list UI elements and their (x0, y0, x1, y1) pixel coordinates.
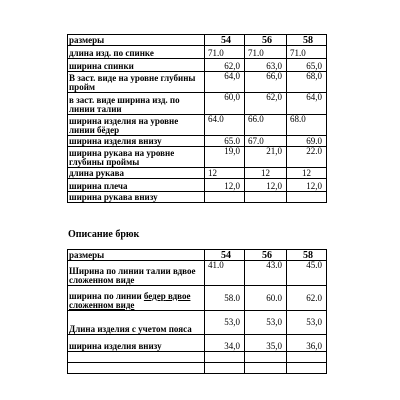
cell-value: 64,0 (287, 93, 327, 115)
cell-value: 62,0 (245, 93, 287, 115)
table-row (68, 59, 327, 72)
cell-value: 69.0 (287, 136, 327, 147)
label-part: ширина по линии (69, 291, 144, 301)
row-label: Ширина по линии талии вдвое сложенном виде (68, 261, 205, 286)
cell-value: 71.0 (287, 46, 327, 59)
table-row (68, 46, 327, 59)
top-size-table (67, 34, 327, 203)
label-part: вдвое сложенном виде (69, 291, 191, 310)
empty-cell (68, 363, 205, 374)
table-row (68, 179, 327, 192)
table-header-row (68, 250, 327, 261)
cell-value (245, 192, 287, 203)
empty-cell (68, 352, 205, 363)
row-label: ширина изделия на уровне линии бёдер (68, 115, 205, 136)
cell-value: 43.0 (245, 261, 287, 286)
table-row (68, 72, 327, 93)
cell-value: 60,0 (205, 93, 245, 115)
empty-cell (287, 352, 327, 363)
cell-value: 71.0 (205, 46, 245, 59)
cell-value: 22.0 (287, 147, 327, 168)
cell-value: 65.0 (205, 136, 245, 147)
cell-value: 68.0 (287, 115, 327, 136)
cell-value: 12 (287, 168, 327, 179)
empty-cell (287, 363, 327, 374)
table-row (68, 286, 327, 311)
row-label (68, 286, 205, 311)
empty-cell (245, 363, 287, 374)
size-54-header: 54 (205, 35, 245, 46)
cell-value: 36,0 (287, 335, 327, 352)
empty-cell (245, 352, 287, 363)
cell-value: 65,0 (287, 59, 327, 72)
row-label: ширина изделия внизу (68, 136, 205, 147)
empty-cell (205, 352, 245, 363)
table-row (68, 192, 327, 203)
cell-value: 68,0 (287, 72, 327, 93)
row-label: длина изд. по спинке (68, 46, 205, 59)
cell-value: 64.0 (205, 115, 245, 136)
table-header-row (68, 35, 327, 46)
cell-value: 35,0 (245, 335, 287, 352)
trousers-section-title: Описание брюк (68, 229, 140, 240)
table-row (68, 147, 327, 168)
row-label: в заст. виде ширина изд. по линии талии (68, 93, 205, 115)
cell-value: 66.0 (245, 115, 287, 136)
cell-value: 62,0 (205, 59, 245, 72)
cell-value (287, 192, 327, 203)
table-row (68, 136, 327, 147)
cell-value: 60.0 (245, 286, 287, 311)
cell-value: 45.0 (287, 261, 327, 286)
row-label: ширина рукава на уровне глубины проймы (68, 147, 205, 168)
row-label: ширина рукава внизу (68, 192, 205, 203)
trousers-size-table (67, 249, 327, 374)
cell-value: 12,0 (287, 179, 327, 192)
cell-value: 34,0 (205, 335, 245, 352)
size-56-header: 56 (245, 35, 287, 46)
cell-value: 19,0 (205, 147, 245, 168)
cell-value: 12,0 (245, 179, 287, 192)
row-label: В заст. виде на уровне глубины пройм (68, 72, 205, 93)
size-56-header: 56 (245, 250, 287, 261)
size-58-header: 58 (287, 35, 327, 46)
empty-cell (205, 363, 245, 374)
cell-value: 66,0 (245, 72, 287, 93)
header-label: размеры (68, 35, 205, 46)
table-row (68, 311, 327, 335)
table-row (68, 363, 327, 374)
table-row (68, 352, 327, 363)
cell-value: 12 (245, 168, 287, 179)
cell-value: 41.0 (205, 261, 245, 286)
row-label: длина рукава (68, 168, 205, 179)
header-label: размеры (68, 250, 205, 261)
cell-value: 63,0 (245, 59, 287, 72)
table-row (68, 93, 327, 115)
cell-value: 53,0 (287, 311, 327, 335)
cell-value: 53,0 (245, 311, 287, 335)
table-row (68, 261, 327, 286)
row-label: ширина изделия внизу (68, 335, 205, 352)
row-label: ширина плеча (68, 179, 205, 192)
label-part-underlined: бедер (143, 291, 166, 301)
cell-value (205, 192, 245, 203)
cell-value: 62.0 (287, 286, 327, 311)
cell-value: 12 (205, 168, 245, 179)
cell-value: 71.0 (245, 46, 287, 59)
size-54-header: 54 (205, 250, 245, 261)
table-row (68, 335, 327, 352)
cell-value: 21,0 (245, 147, 287, 168)
cell-value: 67.0 (245, 136, 287, 147)
table-row (68, 168, 327, 179)
cell-value: 12,0 (205, 179, 245, 192)
cell-value: 53,0 (205, 311, 245, 335)
size-58-header: 58 (287, 250, 327, 261)
cell-value: 64,0 (205, 72, 245, 93)
row-label: Длина изделия с учетом пояса (68, 311, 205, 335)
row-label: ширина спинки (68, 59, 205, 72)
table-row (68, 115, 327, 136)
cell-value: 58.0 (205, 286, 245, 311)
